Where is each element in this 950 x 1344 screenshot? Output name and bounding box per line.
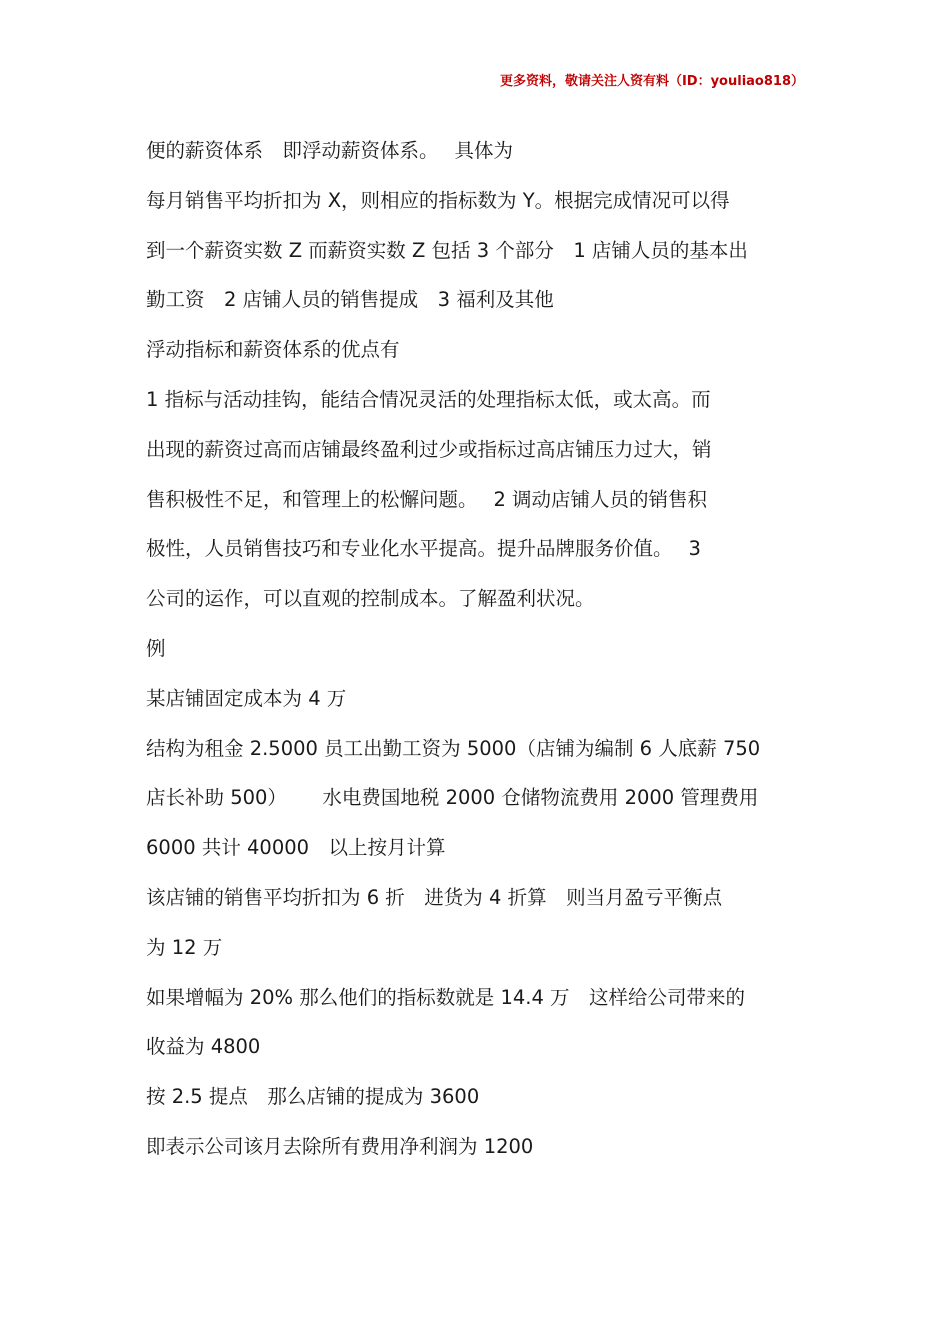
text-line: 6000 共计 40000 以上按月计算 [146, 836, 446, 860]
text-line: 即表示公司该月去除所有费用净利润为 1200 [146, 1134, 534, 1158]
text-line: 到一个薪资实数 Z 而薪资实数 Z 包括 3 个部分 1 店铺人员的基本出 [146, 238, 748, 262]
text-line: 例 [146, 636, 166, 660]
text-line: 勤工资 2 店铺人员的销售提成 3 福利及其他 [146, 288, 554, 312]
text-line: 浮动指标和薪资体系的优点有 [146, 338, 400, 362]
text-line: 售积极性不足，和管理上的松懈问题。 2 调动店铺人员的销售积 [146, 487, 708, 511]
text-line: 为 12 万 [146, 935, 223, 959]
text-line: 该店铺的销售平均折扣为 6 折 进货为 4 折算 则当月盈亏平衡点 [146, 885, 723, 909]
text-line: 结构为租金 2.5000 员工出勤工资为 5000（店铺为编制 6 人底薪 750 [146, 736, 761, 760]
body-text [146, 134, 810, 1180]
text-line: 极性，人员销售技巧和专业化水平提高。提升品牌服务价值。 3 [146, 537, 701, 561]
text-line: 店长补助 500） 水电费国地税 2000 仓储物流费用 2000 管理费用 [146, 786, 759, 810]
text-line: 如果增幅为 20% 那么他们的指标数就是 14.4 万 这样给公司带来的 [146, 985, 746, 1009]
text-line: 公司的运作，可以直观的控制成本。了解盈利状况。 [146, 587, 595, 611]
text-line: 便的薪资体系 即浮动薪资体系。 具体为 [146, 139, 513, 162]
text-line: 1 指标与活动挂钩，能结合情况灵活的处理指标太低，或太高。而 [146, 387, 711, 411]
text-line: 某店铺固定成本为 4 万 [146, 686, 347, 710]
text-line: 按 2.5 提点 那么店铺的提成为 3600 [146, 1085, 480, 1109]
text-line: 每月销售平均折扣为 X，则相应的指标数为 Y。根据完成情况可以得 [146, 188, 730, 212]
text-line: 出现的薪资过高而店铺最终盈利过少或指标过高店铺压力过大，销 [146, 437, 712, 461]
text-line: 收益为 4800 [146, 1035, 261, 1059]
header-note: 更多资料，敬请关注人资有料（ID：youliao818） [499, 74, 804, 89]
